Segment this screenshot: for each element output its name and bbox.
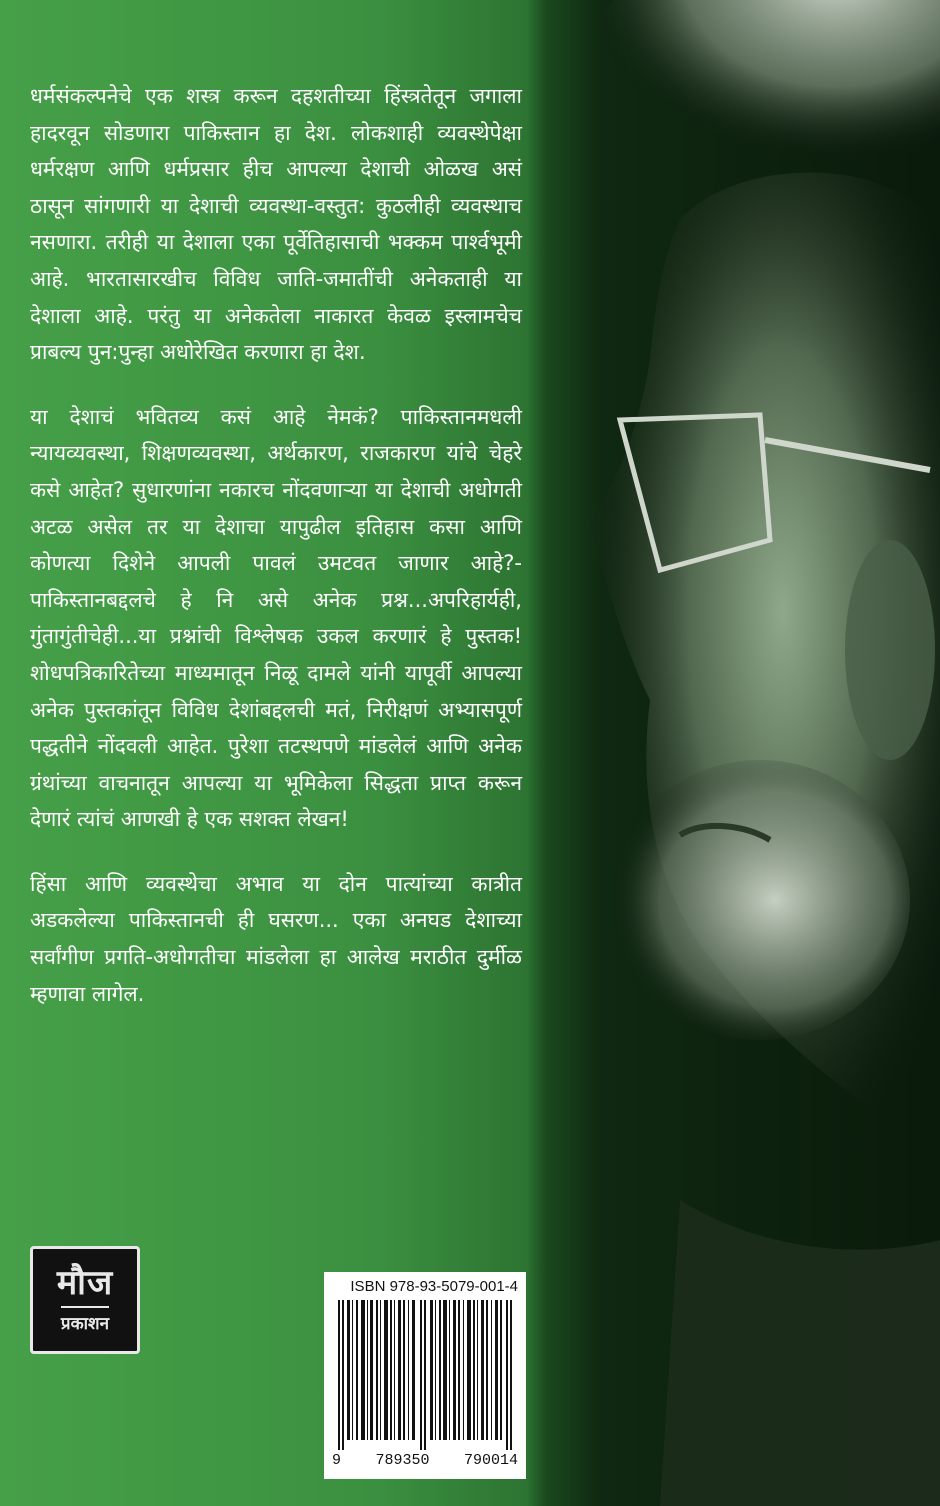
barcode-digits-right: 790014: [463, 1452, 518, 1469]
barcode-digits: [332, 1452, 518, 1469]
barcode-digit-prefix: 9: [332, 1452, 342, 1469]
blurb-text: [30, 78, 522, 1040]
barcode-bars: [332, 1300, 518, 1450]
blurb-paragraph-2: या देशाचं भवितव्य कसं आहे नेमकं? पाकिस्तानमधली न्यायव्यवस्था, शिक्षणव्यवस्था, अर्थकारण, राजकारण यांचे चेहरे कसे आहेत? सुधारणांना नकारच नोंदवणाऱ्या या देशाची अधोगती अटळ असेल तर या देशाचा यापुढील इतिहास कसा आणि कोणत्या दिशेने आपली पावलं उमटवत जाणार आहे?-पाकिस्तानबद्दलचे हे नि असे अनेक प्रश्न...अपरिहार्यही, गुंतागुंतीचेही...या प्रश्नांची विश्लेषक उकल करणारं हे पुस्तक! शोधपत्रिकारितेच्या माध्यमातून निळू दामले यांनी यापूर्वी आपल्या अनेक पुस्तकांतून विविध देशांबद्दलची मतं, निरीक्षणं अभ्यासपूर्ण पद्धतीने नोंदवली आहेत. पुरेशा तटस्थपणे मांडलेलं आणि अनेक ग्रंथांच्या वाचनातून आपल्या या भूमिकेला सिद्धता प्राप्त करून देणारं त्यांचं आणखी हे एक सशक्त लेखन!: [30, 404, 522, 832]
author-portrait: [530, 0, 940, 1506]
blurb-paragraph-1: धर्मसंकल्पनेचे एक शस्त्र करून दहशतीच्या हिंस्त्रतेतून जगाला हादरवून सोडणारा पाकिस्तान हा देश. लोकशाही व्यवस्थेपेक्षा धर्मरक्षण आणि धर्मप्रसार हीच आपल्या देशाची ओळख असं ठासून सांगणारी या देशाची व्यवस्था-वस्तुत: कुठलीही व्यवस्थाच नसणारा. तरीही या देशाला एका पूर्वेतिहासाची भक्कम पार्श्वभूमी आहे. भारतासारखीच विविध जाति-जमातींची अनेकताही या देशाला आहे. परंतु या अनेकतेला नाकारत केवळ इस्लामचेच प्राबल्य पुन:पुन्हा अधोरेखित करणारा हा देश.: [30, 84, 522, 365]
publisher-logo-subtitle: प्रकाशन: [61, 1306, 109, 1334]
isbn-label: ISBN 978-93-5079-001-4: [350, 1278, 518, 1295]
publisher-logo: [30, 1246, 140, 1354]
isbn-barcode: [324, 1272, 526, 1479]
blurb-paragraph-3: हिंसा आणि व्यवस्थेचा अभाव या दोन पात्यांच्या कात्रीत अडकलेल्या पाकिस्तानची ही घसरण... एका अनघड देशाच्या सर्वांगीण प्रगति-अधोगतीचा मांडलेला हा आलेख मराठीत दुर्मीळ म्हणावा लागेल.: [30, 871, 522, 1006]
barcode-digits-left: 789350: [375, 1452, 430, 1469]
publisher-logo-name: मौज: [56, 1263, 114, 1303]
